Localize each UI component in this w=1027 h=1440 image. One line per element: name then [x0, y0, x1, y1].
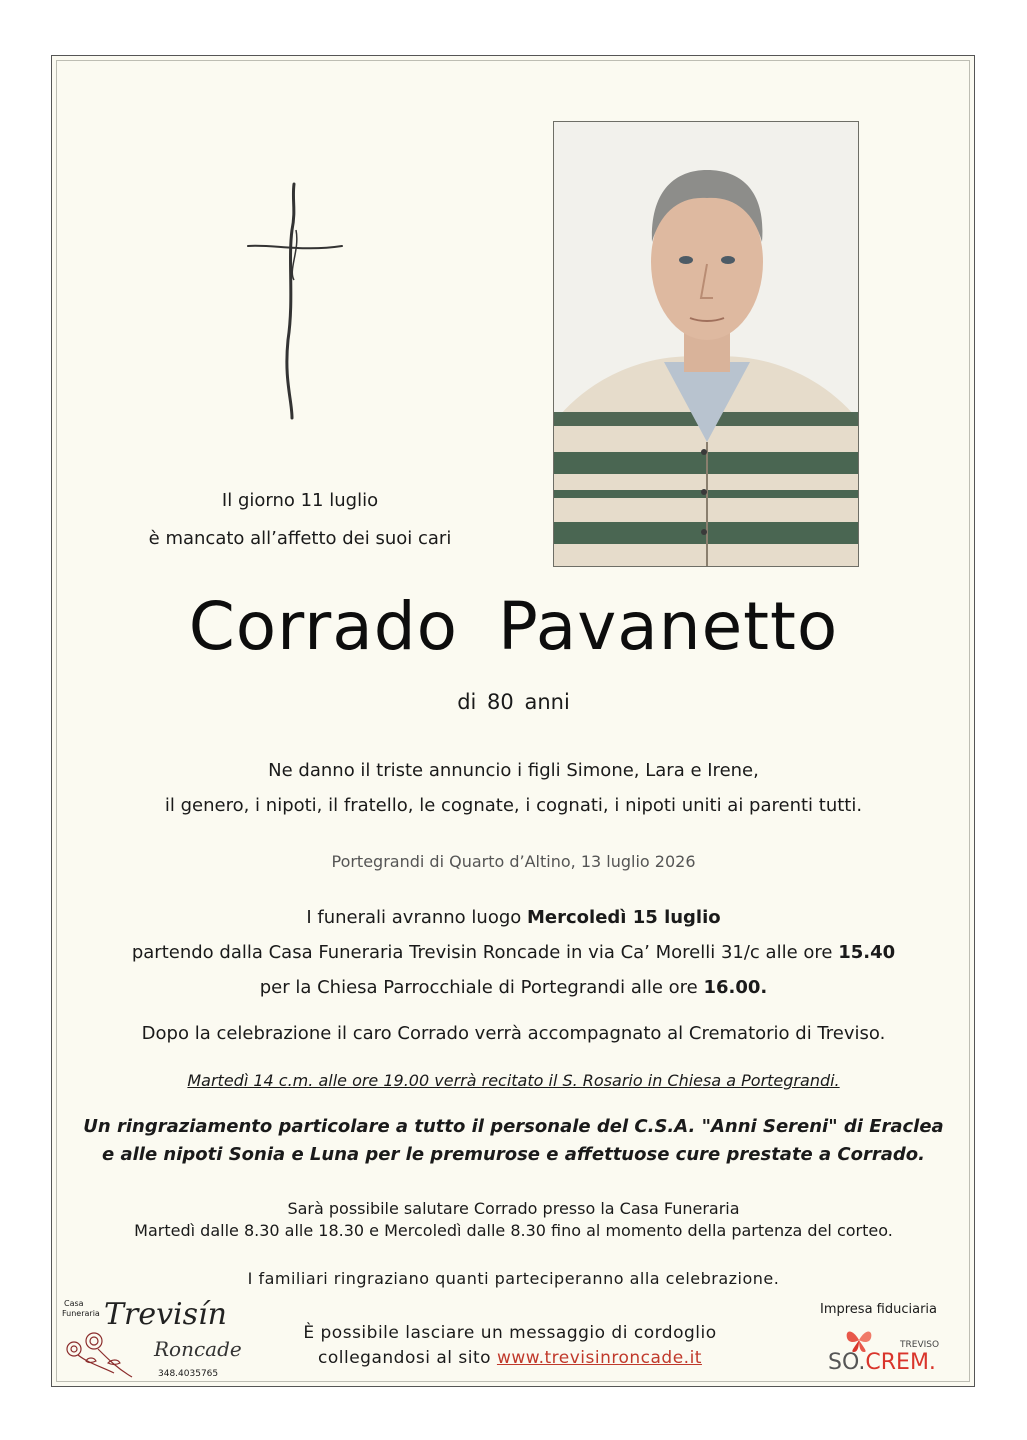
deceased-photo — [553, 121, 859, 567]
condolences-text: collegandosi al sito — [318, 1348, 497, 1368]
intro-line-1: Il giorno 11 luglio — [221, 490, 379, 511]
departure-time: 15.40 — [838, 942, 896, 963]
socrem-logo — [820, 1300, 960, 1382]
socrem-brand-b: CREM. — [865, 1350, 936, 1375]
socrem-city: TREVISO — [900, 1340, 940, 1350]
intro-line-2: è mancato all’affetto dei suoi cari — [148, 528, 452, 549]
deceased-age: di 80 anni — [457, 690, 570, 714]
condolences-line-1: È possibile lasciare un messaggio di cordoglio — [303, 1323, 717, 1343]
funeral-line-1 — [60, 907, 967, 928]
funeral-day: Mercoledì 15 luglio — [527, 907, 721, 928]
funeral-line-2 — [60, 942, 967, 963]
socrem-label: Impresa fiduciaria — [820, 1302, 938, 1317]
church-time: 16.00. — [703, 977, 768, 998]
deceased-name: Corrado Pavanetto — [188, 588, 839, 665]
logo-phone: 348.4035765 — [158, 1369, 219, 1379]
funeral-line-2-text: partendo dalla Casa Funeraria Trevisin Roncade in via Ca’ Morelli 31/c alle ore — [131, 942, 839, 963]
visit-line-2: Martedì dalle 8.30 alle 18.30 e Mercoledì dalle 8.30 fino al momento della partenza del corteo. — [134, 1221, 893, 1240]
funeral-line-3 — [60, 977, 967, 998]
visit-line-1: Sarà possibile salutare Corrado presso la Casa Funeraria — [287, 1199, 740, 1218]
funeral-line-1-text: I funerali avranno luogo — [306, 907, 528, 928]
website-link[interactable]: www.trevisinroncade.it — [496, 1348, 702, 1368]
thanks-line-1: Un ringraziamento particolare a tutto il personale del C.S.A. "Anni Sereni" di Eraclea — [83, 1116, 944, 1137]
cross-icon — [242, 180, 346, 422]
logo-small-1: Casa — [64, 1299, 84, 1308]
place-date: Portegrandi di Quarto d’Altino, 13 luglio 2026 — [331, 852, 696, 871]
logo-sub: Roncade — [154, 1337, 242, 1361]
thanks-line-2: e alle nipoti Sonia e Luna per le premurose e affettuose cure prestate a Corrado. — [102, 1144, 925, 1165]
announcement-line-2: il genero, i nipoti, il fratello, le cognate, i cognati, i nipoti uniti ai parenti tutti. — [164, 795, 863, 816]
cremation-note: Dopo la celebrazione il caro Corrado verrà accompagnato al Crematorio di Treviso. — [141, 1023, 886, 1044]
trevisin-logo — [58, 1295, 248, 1385]
condolences-line-2 — [250, 1348, 770, 1368]
logo-small-2: Funeraria — [62, 1309, 100, 1318]
socrem-brand — [828, 1350, 936, 1375]
socrem-brand-a: SO. — [828, 1350, 866, 1375]
family-thanks: I familiari ringraziano quanti parteciperanno alla celebrazione. — [247, 1269, 780, 1288]
announcement-line-1: Ne danno il triste annuncio i figli Simone, Lara e Irene, — [268, 760, 759, 781]
rose-icon — [58, 1319, 138, 1379]
rosary-note: Martedì 14 c.m. alle ore 19.00 verrà recitato il S. Rosario in Chiesa a Portegrandi. — [187, 1071, 840, 1090]
funeral-line-3-text: per la Chiesa Parrocchiale di Portegrandi alle ore — [259, 977, 704, 998]
logo-brand: Trevisín — [104, 1297, 227, 1332]
